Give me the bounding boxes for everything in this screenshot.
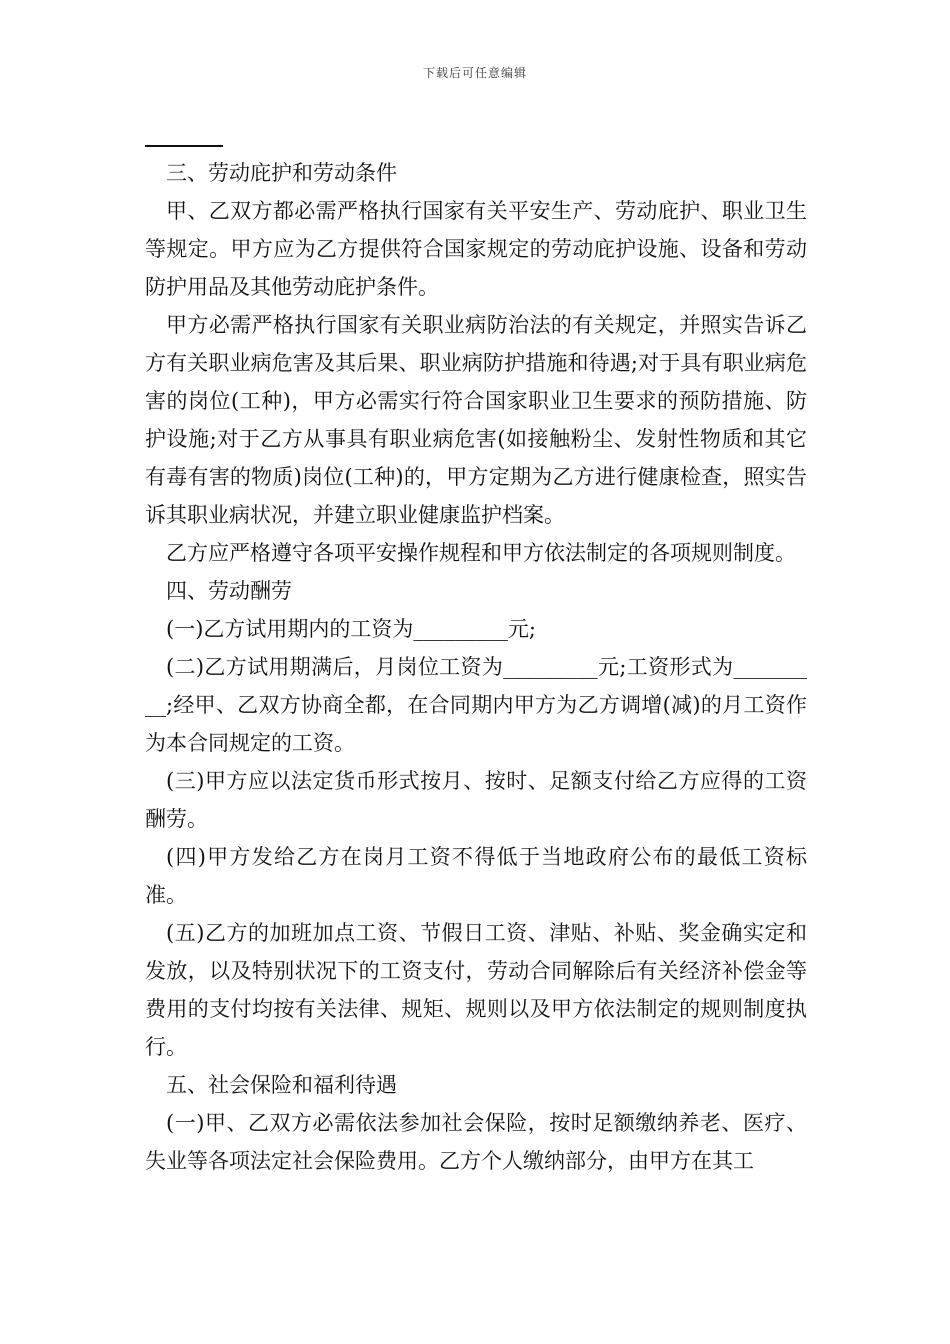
page-header: 下载后可任意编辑	[422, 66, 527, 80]
paragraph-safety-regulations: 甲、乙双方都必需严格执行国家有关平安生产、劳动庇护、职业卫生等规定。甲方应为乙方提供符合国家规定的劳动庇护设施、设备和劳动防护用品及其他劳动庇护条件。	[145, 199, 807, 299]
clause-post-probation-wage: (二)乙方试用期满后，月岗位工资为_________元;工资形式为_________;经甲、乙双方协商全都，在合同期内甲方为乙方调增(减)的月工资作为本合同规定的工资。	[145, 655, 807, 755]
paragraph-operating-rules: 乙方应严格遵守各项平安操作规程和甲方依法制定的各项规则制度。	[166, 541, 796, 565]
clause-minimum-wage: (四)甲方发给乙方在岗月工资不得低于当地政府公布的最低工资标准。	[145, 845, 807, 907]
paragraph-occupational-disease: 甲方必需严格执行国家有关职业病防治法的有关规定，并照实告诉乙方有关职业病危害及其后果、职业病防护措施和待遇;对于具有职业病危害的岗位(工种)，甲方必需实行符合国家职业卫生要求的预防措施、防护设施;对于乙方从事具有职业病危害(如接触粉尘、发射性物质和其它有毒有害的物质)岗位(工种)的，甲方定期为乙方进行健康检查，照实告诉其职业病状况，并建立职业健康监护档案。	[145, 313, 807, 527]
clause-overtime-allowances: (五)乙方的加班加点工资、节假日工资、津贴、补贴、奖金确实定和发放，以及特别状况下的工资支付，劳动合同解除后有关经济补偿金等费用的支付均按有关法律、规矩、规则以及甲方依法制定的规则制度执行。	[145, 921, 807, 1059]
section-heading-social-insurance: 五、社会保险和福利待遇	[166, 1073, 397, 1097]
clause-payment-method: (三)甲方应以法定货币形式按月、按时、足额支付给乙方应得的工资酬劳。	[145, 769, 807, 831]
clause-social-insurance: (一)甲、乙双方必需依法参加社会保险，按时足额缴纳养老、医疗、失业等各项法定社会保险费用。乙方个人缴纳部分，由甲方在其工	[145, 1111, 807, 1173]
blank-line-rule	[145, 145, 223, 147]
section-heading-remuneration: 四、劳动酬劳	[166, 579, 292, 603]
section-heading-labor-protection: 三、劳动庇护和劳动条件	[166, 161, 397, 185]
document-body	[145, 154, 807, 1180]
clause-probation-wage: (一)乙方试用期内的工资为_________元;	[166, 617, 536, 641]
